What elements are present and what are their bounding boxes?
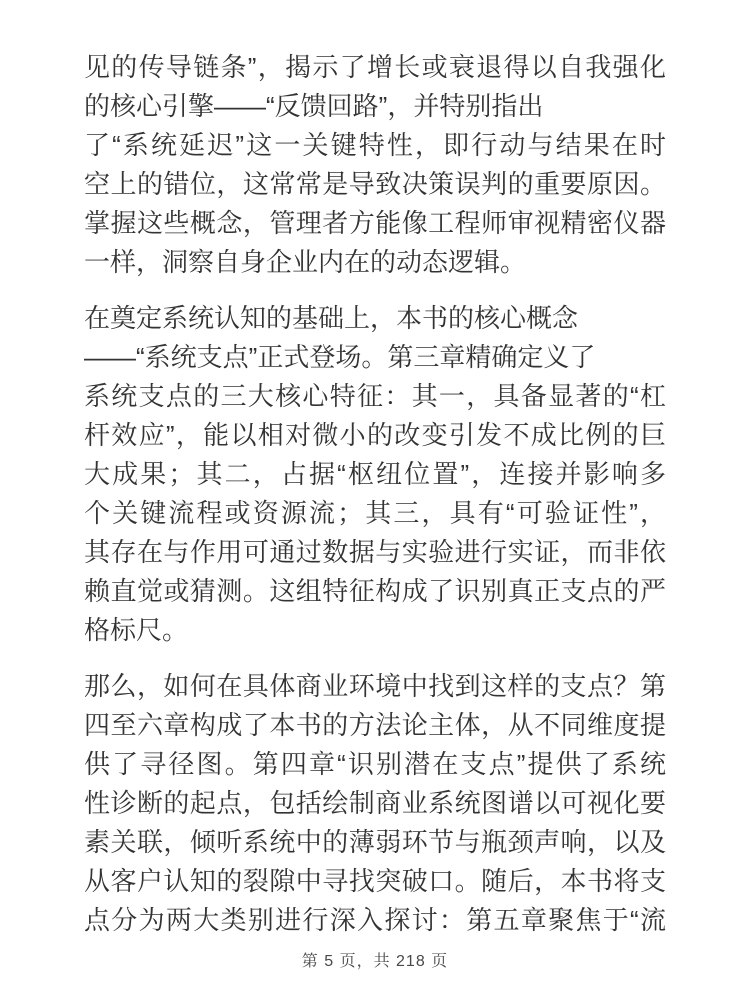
text-line: 见的传导链条”，揭示了增长或衰退得以自我强化: [84, 52, 666, 82]
text-line: ——“系统支点”正式登场。第三章精确定义了: [84, 342, 596, 372]
text-line: 从客户认知的裂隙中寻找突破口。随后，本书将支: [84, 866, 666, 896]
text-line: 一样，洞察自身企业内在的动态逻辑。: [84, 247, 527, 277]
text-line: 个关键流程或资源流；其三，具有“可验证性”，: [84, 498, 666, 528]
text-line: 杆效应”，能以相对微小的改变引发不成比例的巨: [84, 420, 666, 450]
text-line: 其存在与作用可通过数据与实验进行实证，而非依: [84, 537, 666, 567]
text-line: 性诊断的起点，包括绘制商业系统图谱以可视化要: [84, 788, 666, 818]
text-line: 了“系统延迟”这一关键特性，即行动与结果在时: [84, 130, 666, 160]
text-line: 赖直觉或猜测。这组特征构成了识别真正支点的严: [84, 576, 666, 606]
text-line: 系统支点的三大核心特征：其一，具备显著的“杠: [84, 381, 666, 411]
paragraph: [84, 48, 666, 282]
paragraph: [84, 667, 666, 940]
text-line: 空上的错位，这常常是导致决策误判的重要原因。: [84, 169, 666, 199]
text-line: 点分为两大类别进行深入探讨：第五章聚焦于“流: [84, 905, 666, 935]
page-footer: [0, 950, 750, 974]
text-line: 四至六章构成了本书的方法论主体，从不同维度提: [84, 710, 666, 740]
text-line: 的核心引擎——“反馈回路”，并特别指出: [84, 91, 544, 121]
paragraph: [84, 299, 666, 650]
text-line: 掌握这些概念，管理者方能像工程师审视精密仪器: [84, 208, 666, 238]
text-line: 格标尺。: [84, 615, 189, 645]
page-body: [84, 48, 666, 957]
text-line: 在奠定系统认知的基础上，本书的核心概念: [84, 303, 579, 333]
page-number-indicator: 第 5 页，共 218 页: [301, 953, 449, 970]
text-line: 那么，如何在具体商业环境中找到这样的支点？第: [84, 671, 666, 701]
text-line: 供了寻径图。第四章“识别潜在支点”提供了系统: [84, 749, 666, 779]
text-line: 素关联，倾听系统中的薄弱环节与瓶颈声响，以及: [84, 827, 666, 857]
text-line: 大成果；其二，占据“枢纽位置”，连接并影响多: [84, 459, 666, 489]
